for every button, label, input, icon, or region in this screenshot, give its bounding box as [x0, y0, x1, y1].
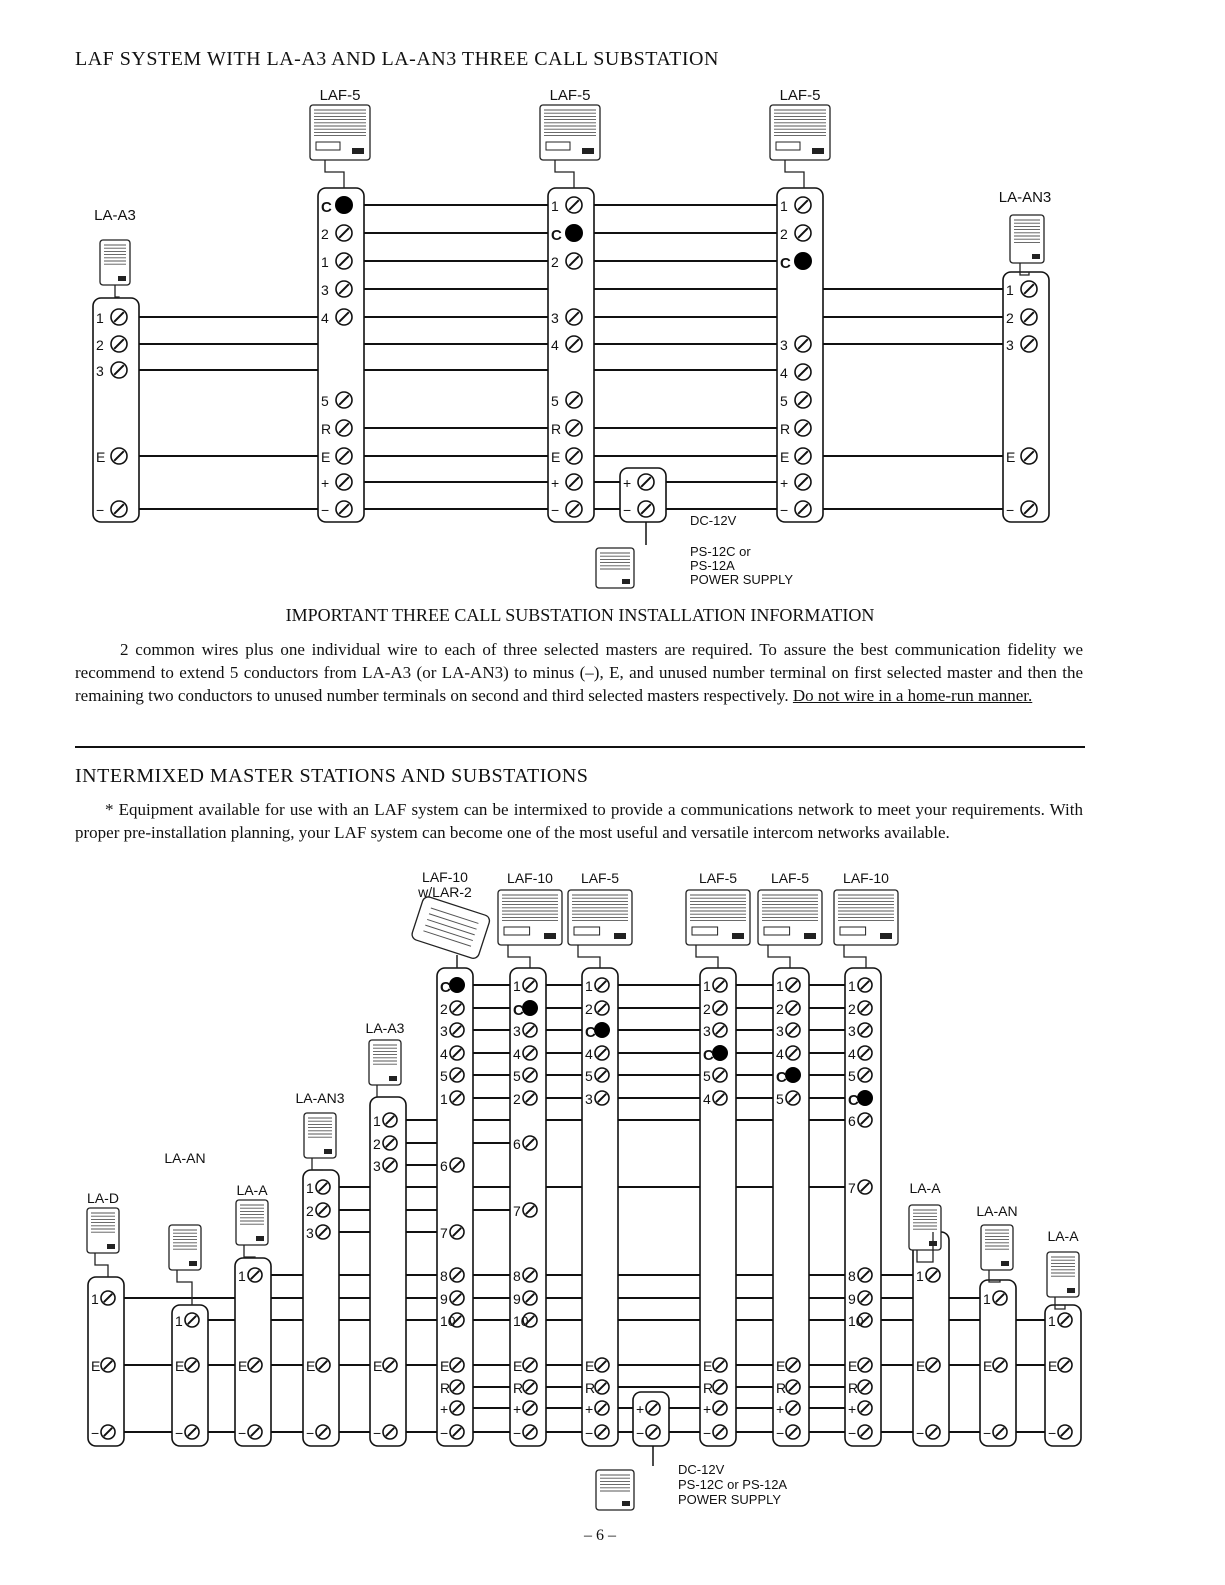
- terminal-label: 4: [513, 1046, 521, 1062]
- cord: [696, 945, 718, 968]
- la-a3-icon: [100, 240, 130, 285]
- terminal-label: 3: [1006, 337, 1014, 353]
- terminal-label: −: [1048, 1425, 1057, 1441]
- terminal-label: 1: [373, 1113, 381, 1129]
- laf-5-station-icon: [770, 105, 830, 160]
- strip-body: [845, 968, 881, 1446]
- terminal-label: −: [1006, 502, 1015, 518]
- section2-title: INTERMIXED MASTER STATIONS AND SUBSTATIONS: [75, 765, 589, 787]
- station-label: LAF-10: [507, 870, 553, 886]
- terminal-label: +: [585, 1401, 594, 1417]
- terminal-label: C: [848, 1092, 859, 1109]
- station-label: LAF-5: [580, 870, 620, 886]
- laf-station-icon: [686, 890, 750, 945]
- laf-station-icon: [834, 890, 898, 945]
- cord: [312, 1158, 323, 1170]
- terminal-label: 3: [776, 1023, 784, 1039]
- terminal-label: −: [780, 502, 789, 518]
- lar-2-console-icon: [411, 895, 491, 959]
- terminal-label: 1: [703, 978, 711, 994]
- terminal-label: 9: [513, 1291, 521, 1307]
- common-terminal-dot: [449, 977, 465, 993]
- terminal-label: C: [321, 199, 332, 216]
- strip-body: [93, 298, 139, 522]
- terminal-label: E: [776, 1358, 786, 1374]
- terminal-label: +: [623, 475, 632, 491]
- terminal-label: 3: [780, 337, 788, 353]
- terminal-label: 10: [848, 1313, 864, 1329]
- terminal-label: E: [306, 1358, 316, 1374]
- terminal-strip: [620, 468, 666, 522]
- terminal-label: 1: [916, 1268, 924, 1284]
- power-voltage-bottom: DC-12V: [678, 1462, 725, 1477]
- terminal-label: E: [238, 1358, 248, 1374]
- station-label: LA-AN3: [998, 189, 1052, 206]
- terminal-label: 2: [321, 226, 329, 242]
- terminal-label: R: [513, 1380, 524, 1396]
- terminal-label: 4: [848, 1046, 856, 1062]
- station-label: LAF-10: [843, 870, 889, 886]
- terminal-strip: [303, 1170, 339, 1446]
- terminal-label: −: [551, 502, 560, 518]
- terminal-label: 2: [373, 1136, 381, 1152]
- terminal-strip: [633, 1392, 669, 1446]
- terminal-strip: [172, 1305, 208, 1446]
- laf-5-station-icon: [310, 105, 370, 160]
- terminal-label: −: [175, 1425, 184, 1441]
- terminal-label: 4: [551, 337, 559, 353]
- terminal-strip: [548, 188, 594, 522]
- terminal-label: E: [983, 1358, 993, 1374]
- terminal-label: 1: [1006, 282, 1014, 298]
- station-label: LA-A: [909, 1180, 941, 1196]
- common-terminal-dot: [794, 252, 812, 270]
- substation-icon: [909, 1205, 941, 1250]
- terminal-strip: [913, 1232, 949, 1446]
- cord: [115, 285, 119, 298]
- terminal-label: C: [513, 1002, 524, 1019]
- terminal-strip: [1003, 272, 1049, 522]
- terminal-label: E: [848, 1358, 858, 1374]
- terminal-label: 1: [585, 978, 593, 994]
- section2-paragraph: * Equipment available for use with an LAF system can be intermixed to provide a communications network to meet your requirements. With proper pre-installation planning, your LAF system can become one of the most useful and versatile intercom networks available.: [75, 800, 1083, 842]
- terminal-label: −: [916, 1425, 925, 1441]
- terminal-label: R: [780, 421, 791, 437]
- common-terminal-dot: [565, 224, 583, 242]
- terminal-label: 1: [96, 310, 104, 326]
- terminal-label: 5: [513, 1068, 521, 1084]
- power-voltage-top: DC-12V: [690, 513, 737, 528]
- terminal-label: 3: [306, 1225, 314, 1241]
- terminal-label: 1: [440, 1091, 448, 1107]
- terminal-label: 2: [1006, 310, 1014, 326]
- terminal-label: E: [513, 1358, 523, 1374]
- power-line2: PS-12A: [690, 558, 735, 573]
- terminal-label: +: [848, 1401, 857, 1417]
- terminal-label: 5: [848, 1068, 856, 1084]
- substation-icon: [236, 1200, 268, 1245]
- power-supply-icon: [596, 548, 634, 588]
- common-terminal-dot: [594, 1022, 610, 1038]
- terminal-label: 3: [551, 310, 559, 326]
- terminal-label: C: [703, 1047, 714, 1064]
- station-label: LAF-5: [549, 87, 591, 104]
- terminal-strip: [510, 968, 546, 1446]
- strip-body: [700, 968, 736, 1446]
- terminal-label: 2: [776, 1001, 784, 1017]
- terminal-label: 4: [780, 365, 788, 381]
- station-label: LA-A3: [365, 1020, 405, 1036]
- terminal-label: 9: [848, 1291, 856, 1307]
- terminal-label: E: [780, 449, 790, 465]
- terminal-label: +: [321, 475, 330, 491]
- terminal-label: 9: [440, 1291, 448, 1307]
- terminal-label: 6: [848, 1113, 856, 1129]
- terminal-label: E: [96, 449, 106, 465]
- station-label: w/LAR-2: [418, 884, 472, 900]
- terminal-label: 2: [96, 337, 104, 353]
- station-label: LAF-5: [779, 87, 821, 104]
- terminal-label: −: [91, 1425, 100, 1441]
- terminal-strip: [777, 188, 823, 522]
- terminal-label: −: [703, 1425, 712, 1441]
- terminal-label: 1: [1048, 1313, 1056, 1329]
- station-label: LA-A: [1047, 1228, 1079, 1244]
- power-supply-label-top: [690, 545, 793, 587]
- power-line2: POWER SUPPLY: [678, 1492, 782, 1507]
- terminal-label: E: [585, 1358, 595, 1374]
- laf-station-icon: [758, 890, 822, 945]
- terminal: [440, 1313, 464, 1329]
- terminal-label: 4: [585, 1046, 593, 1062]
- terminal-label: E: [916, 1358, 926, 1374]
- terminal-label: R: [848, 1380, 859, 1396]
- info-warning: Do not wire in a home-run manner.: [792, 686, 1033, 705]
- terminal-label: 1: [780, 198, 788, 214]
- terminal-label: 8: [513, 1268, 521, 1284]
- terminal-label: E: [1006, 449, 1016, 465]
- terminal-label: 3: [373, 1158, 381, 1174]
- terminal-label: −: [513, 1425, 522, 1441]
- power-line1: PS-12C or PS-12A: [678, 1477, 788, 1492]
- terminal-label: 2: [585, 1001, 593, 1017]
- terminal-label: E: [703, 1358, 713, 1374]
- station-label: LA-AN3: [295, 1090, 345, 1106]
- info-paragraph: [75, 638, 1083, 707]
- terminal-label: 7: [513, 1203, 521, 1219]
- terminal-label: 2: [306, 1203, 314, 1219]
- terminal-label: −: [373, 1425, 382, 1441]
- terminal-label: −: [623, 502, 632, 518]
- power-supply-label-bottom: [678, 1462, 787, 1507]
- substation-icon: [87, 1208, 119, 1253]
- strip-body: [235, 1258, 271, 1446]
- terminal-label: R: [703, 1380, 714, 1396]
- terminal-label: −: [636, 1425, 645, 1441]
- terminal-label: 5: [321, 393, 329, 409]
- cord: [844, 945, 866, 968]
- terminal-label: 1: [175, 1313, 183, 1329]
- substation-icon: [304, 1113, 336, 1158]
- terminal-label: 1: [848, 978, 856, 994]
- terminal-label: 2: [848, 1001, 856, 1017]
- terminal-label: 1: [983, 1291, 991, 1307]
- substation-icon: [369, 1040, 401, 1085]
- terminal-label: +: [551, 475, 560, 491]
- laf-station-icon: [498, 890, 562, 945]
- terminal-label: 5: [585, 1068, 593, 1084]
- terminal-label: 4: [776, 1046, 784, 1062]
- terminal-label: 3: [703, 1023, 711, 1039]
- power-line3: POWER SUPPLY: [690, 572, 794, 587]
- power-supply-icon: [596, 1470, 634, 1510]
- terminal-strip: [980, 1280, 1016, 1446]
- substation-icon: [1047, 1252, 1079, 1297]
- common-terminal-dot: [857, 1090, 873, 1106]
- station-label: LAF-5: [770, 870, 810, 886]
- substation-icon: [981, 1225, 1013, 1270]
- terminal-label: 3: [585, 1091, 593, 1107]
- terminal-label: 3: [440, 1023, 448, 1039]
- station-label: LA-D: [87, 1190, 119, 1206]
- terminal-label: E: [175, 1358, 185, 1374]
- terminal-label: 3: [96, 363, 104, 379]
- terminal-label: 5: [703, 1068, 711, 1084]
- terminal-label: R: [585, 1380, 596, 1396]
- terminal-label: −: [440, 1425, 449, 1441]
- terminal: [513, 1313, 537, 1329]
- station-label: LA-AN: [164, 1150, 206, 1166]
- la-an3-icon: [1010, 215, 1044, 263]
- cord: [508, 945, 530, 968]
- terminal-label: −: [848, 1425, 857, 1441]
- strip-body: [913, 1232, 949, 1446]
- terminal-label: 4: [703, 1091, 711, 1107]
- common-terminal-dot: [335, 196, 353, 214]
- strip-body: [773, 968, 809, 1446]
- terminal-label: 2: [440, 1001, 448, 1017]
- cord: [244, 1245, 255, 1258]
- strip-body: [437, 968, 473, 1446]
- terminal-label: 5: [776, 1091, 784, 1107]
- terminal-label: 1: [306, 1180, 314, 1196]
- terminal-label: C: [551, 227, 562, 244]
- terminal-label: +: [440, 1401, 449, 1417]
- laf-5-station-icon: [540, 105, 600, 160]
- terminal-label: 4: [321, 310, 329, 326]
- terminal-strip: [370, 1097, 406, 1446]
- terminal-strip: [845, 968, 881, 1446]
- terminal-label: 5: [780, 393, 788, 409]
- cord: [177, 1270, 192, 1305]
- terminal-label: R: [776, 1380, 787, 1396]
- common-terminal-dot: [785, 1067, 801, 1083]
- cord: [785, 160, 804, 188]
- terminal-label: 3: [321, 282, 329, 298]
- cord: [95, 1253, 108, 1277]
- terminal-label: 1: [513, 978, 521, 994]
- terminal-label: 2: [703, 1001, 711, 1017]
- terminal-label: R: [551, 421, 562, 437]
- terminal-label: 3: [513, 1023, 521, 1039]
- terminal-strip: [437, 968, 473, 1446]
- terminal-label: 2: [513, 1091, 521, 1107]
- terminal-label: 10: [440, 1313, 456, 1329]
- terminal-label: 4: [440, 1046, 448, 1062]
- terminal-label: −: [776, 1425, 785, 1441]
- terminal-strip: [318, 188, 364, 522]
- info-text: 2 common wires plus one individual wire to each of three selected masters are required. To assure the best communication fidelity we recommend to extend 5 conductors from LA-A3 (or LA-AN3) to minus (–), E, and unused number terminal on first selected master and then the remaining two conductors to unused number terminals on second and third selected masters respectively.: [75, 640, 1083, 705]
- terminal-label: C: [440, 979, 451, 996]
- power-line1: PS-12C or: [690, 544, 751, 559]
- terminal-label: E: [91, 1358, 101, 1374]
- terminal-label: +: [636, 1401, 645, 1417]
- terminal-label: 5: [440, 1068, 448, 1084]
- terminal-label: +: [780, 475, 789, 491]
- section-divider: [75, 746, 1085, 748]
- terminal-label: 5: [551, 393, 559, 409]
- terminal-label: +: [703, 1401, 712, 1417]
- page-number: – 6 –: [584, 1527, 616, 1544]
- cord: [555, 160, 574, 188]
- terminal-label: 3: [848, 1023, 856, 1039]
- terminal-label: 1: [551, 198, 559, 214]
- section1-title: LAF SYSTEM WITH LA-A3 AND LA-AN3 THREE CALL SUBSTATION: [75, 48, 719, 70]
- substation-icon: [169, 1225, 201, 1270]
- terminal-label: 2: [780, 226, 788, 242]
- station-label: LA-A: [236, 1182, 268, 1198]
- terminal-label: E: [440, 1358, 450, 1374]
- cord: [768, 945, 790, 968]
- terminal-strip: [93, 298, 139, 522]
- station-label: LA-AN: [976, 1203, 1018, 1219]
- terminal-strip: [700, 968, 736, 1446]
- terminal-label: −: [321, 502, 330, 518]
- station-label: LA-A3: [94, 207, 136, 224]
- terminal-label: −: [983, 1425, 992, 1441]
- terminal-strip: [88, 1277, 124, 1446]
- terminal-label: E: [373, 1358, 383, 1374]
- info-heading: IMPORTANT THREE CALL SUBSTATION INSTALLATION INFORMATION: [285, 605, 875, 625]
- terminal-label: −: [585, 1425, 594, 1441]
- terminal-label: 7: [440, 1225, 448, 1241]
- terminal-label: 1: [776, 978, 784, 994]
- common-terminal-dot: [712, 1045, 728, 1061]
- terminal-label: +: [776, 1401, 785, 1417]
- terminal-label: 8: [440, 1268, 448, 1284]
- terminal-label: 6: [513, 1136, 521, 1152]
- terminal: [848, 1313, 872, 1329]
- terminal-label: C: [585, 1024, 596, 1041]
- terminal-label: C: [776, 1069, 787, 1086]
- terminal-strip: [235, 1258, 271, 1446]
- terminal-label: 1: [238, 1268, 246, 1284]
- terminal-label: 8: [848, 1268, 856, 1284]
- cord: [578, 945, 600, 968]
- terminal-label: 1: [321, 254, 329, 270]
- cord: [325, 160, 344, 188]
- terminal-label: E: [1048, 1358, 1058, 1374]
- terminal-label: 1: [91, 1291, 99, 1307]
- terminal-label: 6: [440, 1158, 448, 1174]
- terminal-label: C: [780, 255, 791, 272]
- terminal-strip: [1045, 1305, 1081, 1446]
- terminal-label: R: [321, 421, 332, 437]
- terminal-label: −: [306, 1425, 315, 1441]
- terminal-label: 10: [513, 1313, 529, 1329]
- station-label: LAF-10: [422, 869, 468, 885]
- common-terminal-dot: [522, 1000, 538, 1016]
- terminal-label: E: [321, 449, 331, 465]
- terminal-label: +: [513, 1401, 522, 1417]
- terminal-label: R: [440, 1380, 451, 1396]
- terminal-label: −: [238, 1425, 247, 1441]
- terminal-strip: [773, 968, 809, 1446]
- cord: [377, 1085, 390, 1097]
- terminal-label: 2: [551, 254, 559, 270]
- station-label: LAF-5: [698, 870, 738, 886]
- terminal-strip: [582, 968, 618, 1446]
- terminal-label: E: [551, 449, 561, 465]
- station-label: LAF-5: [319, 87, 361, 104]
- laf-station-icon: [568, 890, 632, 945]
- terminal-label: 7: [848, 1180, 856, 1196]
- terminal-label: −: [96, 502, 105, 518]
